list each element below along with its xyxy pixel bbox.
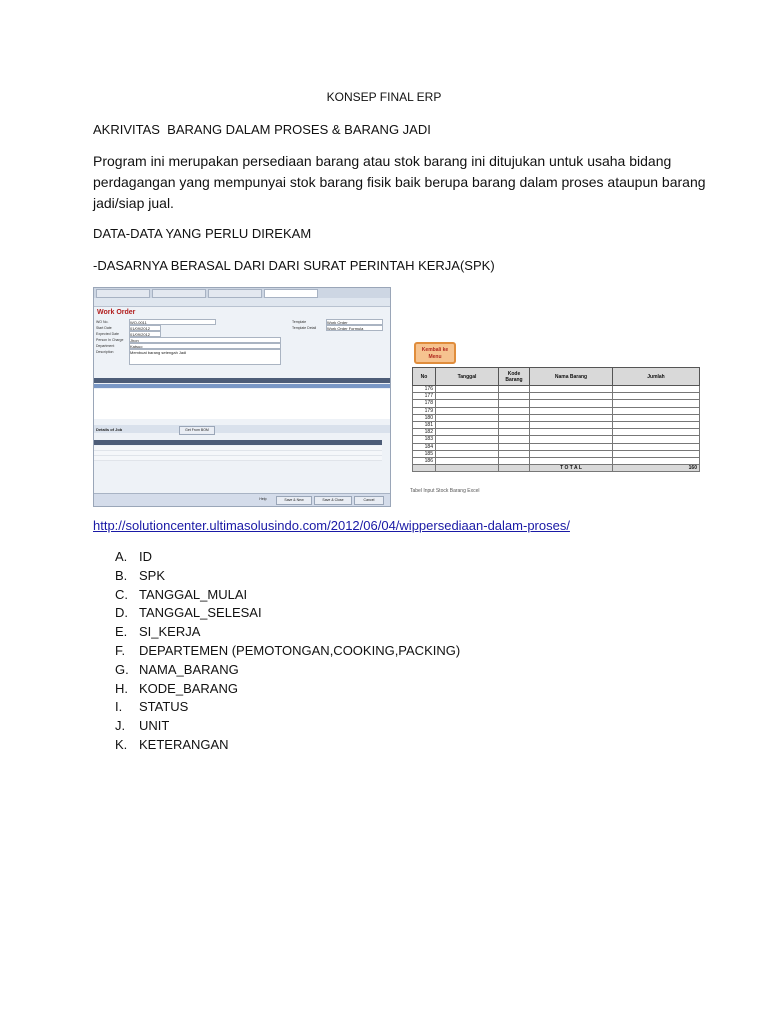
list-item: [115, 680, 460, 699]
stock-table-screenshot: [410, 339, 700, 501]
row-number: 181: [413, 421, 436, 428]
list-item-text: NAMA_BARANG: [139, 661, 239, 677]
field-label: Department: [96, 344, 115, 348]
table-row: [413, 407, 700, 414]
grid-header: [94, 378, 390, 383]
table-row: [413, 400, 700, 407]
list-item: [115, 698, 460, 717]
total-value: 160: [613, 465, 700, 472]
document-title: KONSEP FINAL ERP: [326, 90, 442, 104]
source-heading: -DASARNYA BERASAL DARI DARI SURAT PERINTAH KERJA(SPK): [93, 258, 495, 273]
list-item-text: KETERANGAN: [139, 736, 229, 752]
field-value: 01/09/2012: [129, 325, 161, 331]
list-item-text: DEPARTEMEN (PEMOTONGAN,COOKING,PACKING): [139, 642, 461, 658]
data-heading: DATA-DATA YANG PERLU DIREKAM: [93, 226, 312, 241]
table-row: [413, 443, 700, 450]
save-close-button: Save & Close: [314, 496, 352, 505]
row-number: 179: [413, 407, 436, 414]
row-number: 186: [413, 457, 436, 464]
table-row: [413, 386, 700, 393]
field-value: Membuat barang setengah Jadi: [129, 349, 281, 365]
list-item-text: TANGGAL_SELESAI: [139, 605, 262, 621]
list-marker: K.: [115, 736, 128, 752]
table-row: [413, 429, 700, 436]
field-label: WO No.: [96, 320, 109, 324]
details-label: Details of Job: [96, 427, 123, 432]
field-list: [115, 548, 460, 755]
field-value: 01/09/2012: [129, 331, 161, 337]
list-item-text: SI_KERJA: [139, 624, 201, 640]
field-label: Person In Charge: [96, 338, 124, 342]
back-to-menu-button: Kembali ke Menu: [414, 342, 456, 364]
list-item: [115, 586, 460, 605]
grid-area: [94, 389, 390, 419]
intro-paragraph: Program ini merupakan persediaan barang atau stok barang ini ditujukan untuk usaha bidang perdagangan yang mempunyai stok barang fisik baik berupa barang dalam proses ataupun barang jadi/siap jual.: [93, 153, 706, 211]
list-item: [115, 642, 460, 661]
list-marker: C.: [115, 586, 128, 602]
help-button: Help: [259, 497, 267, 501]
details-row: [94, 456, 382, 461]
list-marker: D.: [115, 605, 128, 621]
list-marker: J.: [115, 718, 126, 734]
cancel-button: Cancel: [354, 496, 384, 505]
field-value: WO-0011: [129, 319, 216, 325]
details-grid-header: [94, 440, 382, 445]
table-row: [413, 393, 700, 400]
list-marker: A.: [115, 549, 128, 564]
field-label: Expected Date: [96, 332, 119, 336]
source-link[interactable]: http://solutioncenter.ultimasolusindo.com/2012/06/04/wippersediaan-dalam-proses/: [93, 518, 570, 533]
row-number: 182: [413, 429, 436, 436]
list-item: [115, 717, 460, 736]
list-item: [115, 567, 460, 586]
list-item: [115, 736, 460, 755]
section-heading: AKRIVITAS BARANG DALAM PROSES & BARANG JADI: [93, 122, 431, 137]
row-number: 180: [413, 414, 436, 421]
window-button-bar: [94, 493, 390, 506]
row-number: 184: [413, 443, 436, 450]
window-tab: [96, 289, 150, 298]
list-item-text: TANGGAL_MULAI: [139, 586, 248, 602]
table-row: [413, 436, 700, 443]
table-row: [413, 421, 700, 428]
list-marker: H.: [115, 680, 128, 696]
list-marker: I.: [115, 699, 123, 715]
field-value: Katsuo: [129, 343, 281, 349]
list-item: [115, 548, 460, 567]
table-caption: Tabel Input Stock Barang Excel: [410, 488, 480, 494]
total-label: T O T A L: [530, 465, 613, 472]
row-number: 176: [413, 386, 436, 393]
table-row: [413, 414, 700, 421]
column-header: Tanggal: [436, 368, 499, 386]
row-number: 177: [413, 393, 436, 400]
total-row: [413, 465, 700, 472]
list-item-text: SPK: [139, 567, 166, 583]
form-title: Work Order: [97, 309, 136, 316]
window-tab-active: [264, 289, 318, 298]
list-item: [115, 623, 460, 642]
table-row: [413, 450, 700, 457]
list-marker: B.: [115, 567, 128, 583]
template-detail-select: Work Order Formula: [326, 325, 383, 331]
list-marker: G.: [115, 661, 129, 677]
column-header: No: [413, 368, 436, 386]
list-item: [115, 604, 460, 623]
list-marker: E.: [115, 624, 128, 640]
template-select: Work Order: [326, 319, 383, 325]
column-header: Nama Barang: [530, 368, 613, 386]
row-number: 185: [413, 450, 436, 457]
field-label: Start Date: [96, 326, 112, 330]
erp-work-order-screenshot: [93, 287, 391, 507]
list-item: [115, 661, 460, 680]
field-value: Jhon: [129, 337, 281, 343]
window-tab: [152, 289, 206, 298]
window-tab: [208, 289, 262, 298]
list-marker: F.: [115, 642, 126, 658]
column-header: Kode Barang: [499, 368, 530, 386]
row-number: 178: [413, 400, 436, 407]
field-label: Description: [96, 350, 114, 354]
window-toolbar: [94, 298, 390, 307]
column-header: Jumlah: [613, 368, 700, 386]
window-tabs: [94, 288, 390, 298]
row-number: 183: [413, 436, 436, 443]
list-item-text: UNIT: [139, 718, 170, 734]
template-detail-label: Template Detail: [292, 326, 317, 330]
stock-input-table: [412, 367, 700, 472]
save-new-button: Save & New: [276, 496, 312, 505]
table-row: [413, 457, 700, 464]
grid-row: [94, 384, 390, 388]
list-item-text: ID: [139, 549, 152, 564]
list-item-text: STATUS: [139, 699, 189, 715]
list-item-text: KODE_BARANG: [139, 680, 238, 696]
details-header: [94, 425, 390, 433]
get-bom-button: Get From BOM: [179, 426, 215, 435]
template-label: Template: [292, 320, 307, 324]
